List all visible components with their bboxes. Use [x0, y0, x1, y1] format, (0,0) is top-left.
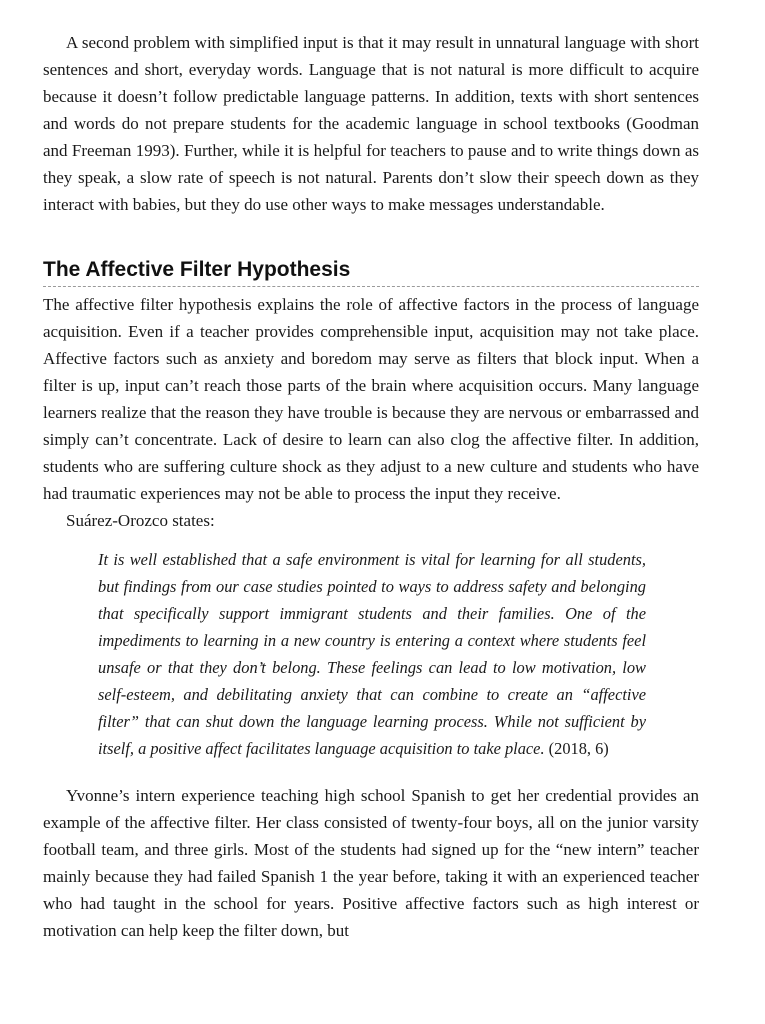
block-quote	[98, 546, 646, 762]
section-heading: The Affective Filter Hypothesis	[43, 257, 699, 287]
document-page	[43, 0, 699, 944]
quote-citation: (2018, 6)	[548, 739, 609, 758]
paragraph-simplified-input: A second problem with simplified input is that it may result in unnatural language with short sentences and short, everyday words. Language that is not natural is more difficult to acquire because it doesn’t follow predictable language patterns. In addition, texts with short sentences and words do not prepare students for the academic language in school textbooks (Goodman and Freeman 1993). Further, while it is helpful for teachers to pause and to write things down as they speak, a slow rate of speech is not natural. Parents don’t slow their speech down as they interact with babies, but they do use other ways to make messages understandable.	[43, 33, 699, 214]
paragraph-yvonne-example: Yvonne’s intern experience teaching high school Spanish to get her credential provides an example of the affective filter. Her class consisted of twenty-four boys, all on the junior varsity football team, and three girls. Most of the students had signed up for the “new intern” teacher mainly because they had failed Spanish 1 the year before, taking it with an experienced teacher who had taught in the school for years. Positive affective factors such as high interest or motivation can help keep the filter down, but	[43, 786, 699, 940]
quote-text: It is well established that a safe environment is vital for learning for all students, but findings from our case studies pointed to ways to address safety and belonging that specifically support immigrant students and their families. One of the impediments to learning in a new country is entering a context where students feel unsafe or that they don’t belong. These feelings can lead to low motivation, low self-esteem, and debilitating anxiety that can combine to create an “affective filter” that can shut down the language learning process. While not sufficient by itself, a positive affect facilitates language acquisition to take place.	[98, 550, 646, 758]
paragraph-affective-filter: The affective filter hypothesis explains the role of affective factors in the process of language acquisition. Even if a teacher provides comprehensible input, acquisition may not take place. Affective factors such as anxiety and boredom may serve as filters that block input. When a filter is up, input can’t reach those parts of the brain where acquisition occurs. Many language learners realize that the reason they have trouble is because they are nervous or embarrassed and simply can’t concentrate. Lack of desire to learn can also clog the affective filter. In addition, students who are suffering culture shock as they adjust to a new culture and students who have had traumatic experiences may not be able to process the input they receive.	[43, 295, 699, 503]
paragraph-quote-intro: Suárez-Orozco states:	[66, 511, 215, 530]
